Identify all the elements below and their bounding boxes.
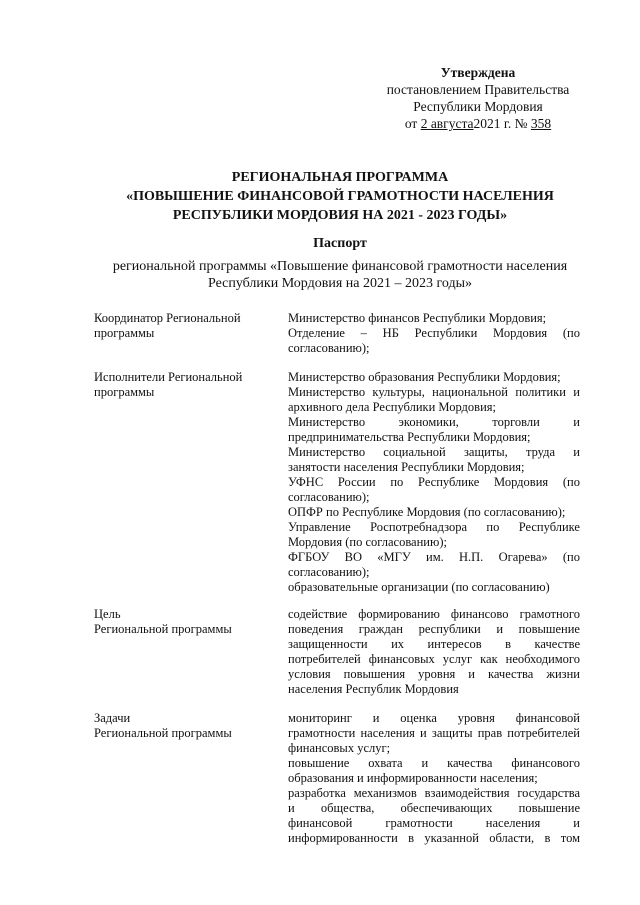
passport-subtitle-line: региональной программы «Повышение финансовой грамотности населения <box>112 259 568 274</box>
approval-line-1: постановлением Правительства <box>386 82 570 97</box>
value-line: содействие формированию финансово грамотного <box>288 607 580 621</box>
value-line: образования и информированности населения; <box>288 771 538 785</box>
value-line: повышение охвата и качества финансового <box>288 756 580 770</box>
label-line: Координатор Региональной <box>94 311 241 325</box>
value-line: потребителей финансовых услуг как необходимого <box>288 652 580 666</box>
value-line: архивного дела Республики Мордовия; <box>288 400 496 414</box>
value-line: грамотности населения и защиты прав потребителей <box>288 726 580 740</box>
value-line: информированности в указанной области, в том <box>288 831 580 845</box>
value-line: согласованию); <box>288 341 370 355</box>
value-line: разработка механизмов взаимодействия государства <box>288 786 580 800</box>
passport-subtitle-line: Республики Мордовия на 2021 – 2023 годы» <box>207 276 473 291</box>
approval-date: 2 августа <box>420 116 474 131</box>
approval-line-2: Республики Мордовия <box>413 99 543 114</box>
value-line: финансовой грамотности населения и <box>288 816 580 830</box>
value-line: мониторинг и оценка уровня финансовой <box>288 711 580 725</box>
passport-subtitle <box>70 258 610 292</box>
value-line: Министерство социальной защиты, труда и <box>288 445 580 459</box>
value-line: условия повышения уровня и качества жизни <box>288 667 580 681</box>
approval-date-line <box>368 115 588 132</box>
value-line: занятости населения Республики Мордовия; <box>288 460 525 474</box>
section-value <box>288 370 580 595</box>
value-line: населения Республик Мордовия <box>288 682 459 696</box>
program-title-line: РЕГИОНАЛЬНАЯ ПРОГРАММА <box>231 170 449 185</box>
section-label <box>94 311 264 340</box>
label-line: Исполнители Региональной <box>94 370 243 384</box>
value-line: защищенности их интересов в качестве <box>288 637 580 651</box>
label-line: Региональной программы <box>94 725 232 740</box>
label-line: Региональной программы <box>94 621 232 636</box>
program-title <box>60 168 620 225</box>
value-line: Министерство финансов Республики Мордовия; <box>288 311 547 325</box>
approval-from: от <box>404 116 418 131</box>
approval-year: 2021 г. № <box>473 116 528 131</box>
value-line: Мордовия (по согласованию); <box>288 535 447 549</box>
value-line: поведения граждан республики и повышение <box>288 622 580 636</box>
value-line: УФНС России по Республике Мордовия (по <box>288 475 580 489</box>
section-label <box>94 370 264 399</box>
section-value <box>288 607 580 697</box>
label-line: программы <box>94 325 155 340</box>
value-line: Отделение – НБ Республики Мордовия (по <box>288 326 580 340</box>
value-line: образовательные организации (по согласованию) <box>288 580 550 594</box>
value-line: ФГБОУ ВО «МГУ им. Н.П. Огарева» (по <box>288 550 580 564</box>
value-line: ОПФР по Республике Мордовия (по согласованию); <box>288 505 566 519</box>
value-line: Министерство экономики, торговли и <box>288 415 580 429</box>
value-line: Управление Роспотребнадзора по Республике <box>288 520 580 534</box>
label-line: Задачи <box>94 711 131 725</box>
section-value <box>288 311 580 356</box>
value-line: предпринимательства Республики Мордовия; <box>288 430 531 444</box>
approval-heading: Утверждена <box>440 65 516 80</box>
section-label <box>94 711 264 740</box>
value-line: и общества, обеспечивающих повышение <box>288 801 580 815</box>
passport-title: Паспорт <box>313 236 367 251</box>
value-line: согласованию); <box>288 490 370 504</box>
approval-block <box>368 64 588 132</box>
value-line: Министерство образования Республики Мордовия; <box>288 370 561 384</box>
label-line: программы <box>94 384 155 399</box>
value-line: Министерство культуры, национальной политики и <box>288 385 580 399</box>
program-title-line: «ПОВЫШЕНИЕ ФИНАНСОВОЙ ГРАМОТНОСТИ НАСЕЛЕНИЯ <box>126 189 554 204</box>
value-line: согласованию); <box>288 565 370 579</box>
program-title-line: РЕСПУБЛИКИ МОРДОВИЯ НА 2021 - 2023 ГОДЫ» <box>172 208 508 223</box>
section-value <box>288 711 580 846</box>
approval-number: 358 <box>530 116 552 131</box>
value-line: финансовых услуг; <box>288 741 391 755</box>
label-line: Цель <box>94 607 121 621</box>
section-label <box>94 607 264 636</box>
